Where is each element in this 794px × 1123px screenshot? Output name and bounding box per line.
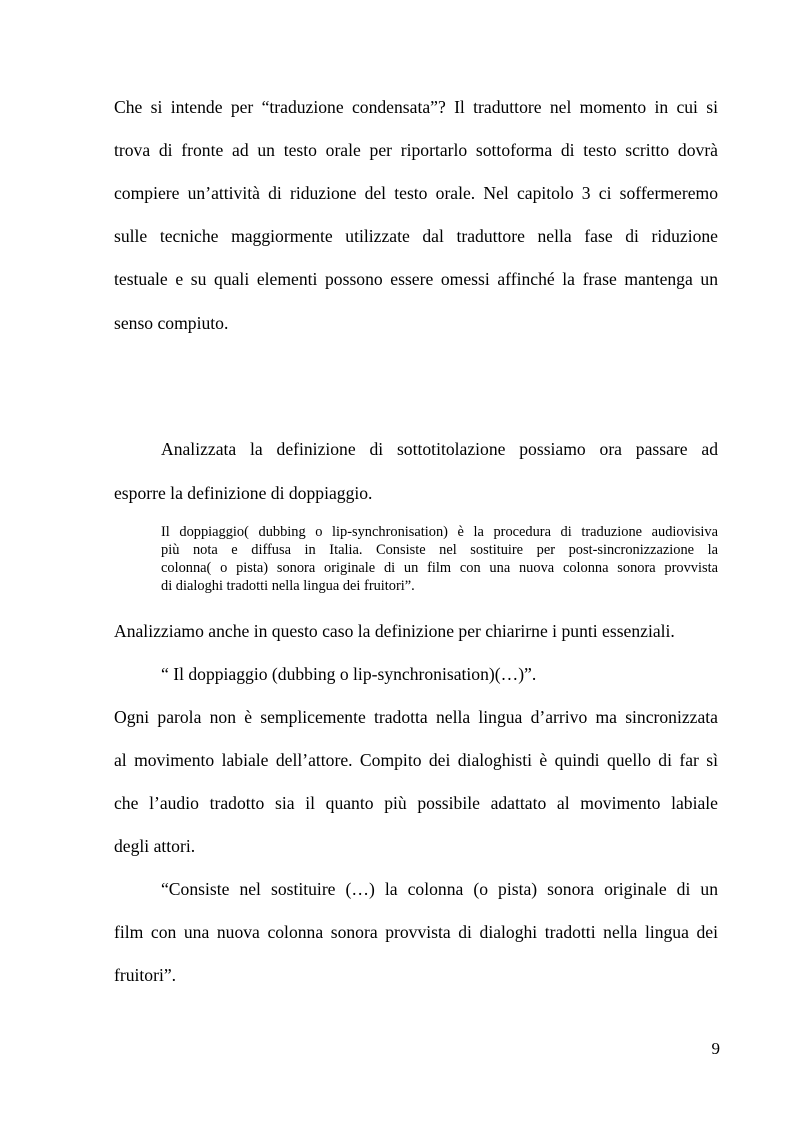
text-line: Ogni parola non è semplicemente tradotta nella lingua d’arrivo ma sincronizzata [114, 707, 718, 727]
text-line: Che si intende per “traduzione condensata”? Il traduttore nel momento in cui si [114, 97, 718, 117]
text-line: film con una nuova colonna sonora provvista di dialoghi tradotti nella lingua dei [114, 922, 718, 942]
text-line: che l’audio tradotto sia il quanto più possibile adattato al movimento labiale [114, 793, 718, 813]
text-line: testuale e su quali elementi possono essere omessi affinché la frase mantenga un [114, 269, 718, 289]
text-line: “Consiste nel sostituire (…) la colonna (o pista) sonora originale di un [161, 879, 718, 899]
quote-text-line: Il doppiaggio( dubbing o lip-synchronisation) è la procedura di traduzione audiovisiva [161, 524, 718, 540]
page-number: 9 [711, 1039, 720, 1058]
text-line: al movimento labiale dell’attore. Compito dei dialoghisti è quindi quello di far sì [114, 750, 718, 770]
text-line: esporre la definizione di doppiaggio. [114, 483, 373, 503]
text-line: compiere un’attività di riduzione del testo orale. Nel capitolo 3 ci soffermeremo [114, 183, 718, 203]
text-line: senso compiuto. [114, 313, 229, 333]
text-line: sulle tecniche maggiormente utilizzate dal traduttore nella fase di riduzione [114, 226, 718, 246]
text-line: Analizzata la definizione di sottotitolazione possiamo ora passare ad [161, 439, 718, 459]
paragraph-analizziamo: Analizziamo anche in questo caso la definizione per chiarirne i punti essenziali. [114, 621, 675, 641]
quoted-phrase-doppiaggio: “ Il doppiaggio (dubbing o lip-synchronisation)(…)”. [161, 664, 537, 684]
quote-text-line: colonna( o pista) sonora originale di un film con una nuova colonna sonora provvista [161, 560, 718, 576]
quote-text-line: più nota e diffusa in Italia. Consiste nel sostituire per post-sincronizzazione la [161, 542, 718, 558]
text-line: degli attori. [114, 836, 196, 856]
quote-text-line: di dialoghi tradotti nella lingua dei fruitori”. [161, 578, 415, 594]
text-line: fruitori”. [114, 965, 177, 985]
text-line: trova di fronte ad un testo orale per riportarlo sottoforma di testo scritto dovrà [114, 140, 718, 160]
